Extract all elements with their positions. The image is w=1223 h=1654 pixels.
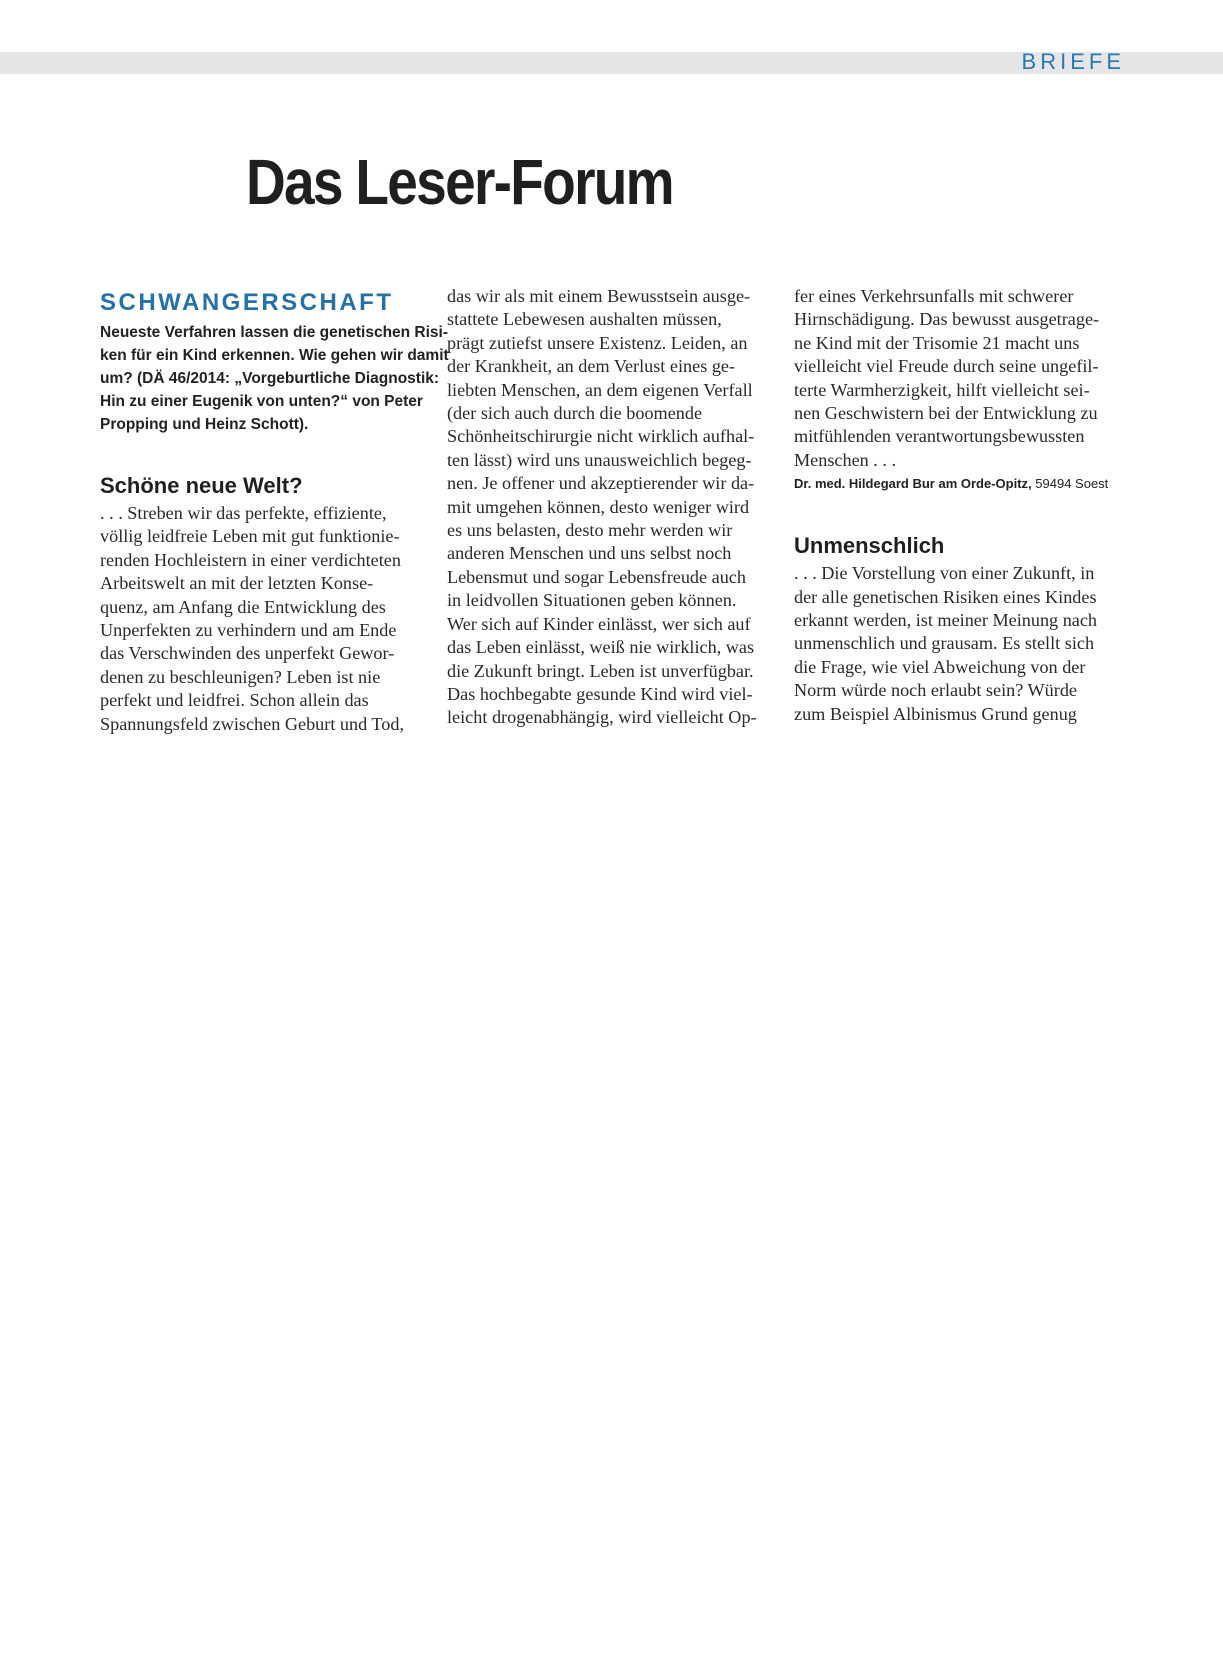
- body-line: völlig leidfreie Leben mit gut funktionie-: [100, 526, 400, 547]
- body-line: fer eines Verkehrsunfalls mit schwerer: [794, 286, 1074, 306]
- body-line: Spannungsfeld zwischen Geburt und Tod,: [100, 713, 404, 734]
- teaser-line: Neueste Verfahren lassen die genetischen Risi-: [100, 324, 449, 341]
- body-line: das Leben einlässt, weiß nie wirklich, was: [447, 637, 755, 658]
- letter-signature: [794, 474, 1129, 494]
- signature-location: 59494 Soest: [1035, 476, 1109, 492]
- body-line: Arbeitswelt an mit der letzten Konse-: [100, 573, 374, 594]
- topic-label: SCHWANGERSCHAFT: [100, 289, 394, 316]
- body-line: unmenschlich und grausam. Es stellt sich: [794, 633, 1095, 654]
- letter-body: [100, 502, 435, 736]
- body-line: das Verschwinden des unperfekt Gewor-: [100, 643, 395, 664]
- body-line: Schönheitschirurgie nicht wirklich aufhal-: [447, 426, 755, 447]
- body-line: prägt zutiefst unsere Existenz. Leiden, an: [447, 332, 748, 353]
- page-title: Das Leser-Forum: [246, 146, 673, 218]
- body-line: quenz, am Anfang die Entwicklung des: [100, 596, 386, 617]
- body-line: ten lässt) wird uns unausweichlich begeg-: [447, 449, 752, 470]
- body-line: Norm würde noch erlaubt sein? Würde: [794, 680, 1077, 701]
- body-line: es uns belasten, desto mehr werden wir: [447, 520, 733, 541]
- body-line: das wir als mit einem Bewusstsein ausge-: [447, 286, 751, 306]
- body-line: der alle genetischen Risiken eines Kindes: [794, 586, 1097, 607]
- section-label: BRIEFE: [1021, 49, 1125, 74]
- letter-body: [794, 562, 1129, 726]
- body-line: mitfühlenden verantwortungsbewussten: [794, 426, 1085, 447]
- body-line: perfekt und leidfrei. Schon allein das: [100, 690, 369, 711]
- teaser-line: Propping und Heinz Schott).: [100, 416, 309, 433]
- teaser-line: ken für ein Kind erkennen. Wie gehen wir damit: [100, 347, 449, 364]
- body-line: (der sich auch durch die boomende: [447, 403, 703, 424]
- body-line: stattete Lebewesen aushalten müssen,: [447, 309, 722, 330]
- letter-title: Schöne neue Welt?: [100, 473, 303, 498]
- body-line: renden Hochleistern in einer verdichteten: [100, 549, 401, 570]
- body-line: . . . Die Vorstellung von einer Zukunft, in: [794, 563, 1095, 584]
- body-line: mit umgehen können, desto weniger wird: [447, 496, 750, 517]
- body-line: Hirnschädigung. Das bewusst ausgetrage-: [794, 309, 1100, 330]
- column-1: [100, 288, 449, 736]
- letter-body: [447, 285, 782, 730]
- body-line: Menschen . . .: [794, 449, 897, 470]
- topic-teaser: [100, 321, 449, 436]
- column-3: [794, 288, 1129, 726]
- body-line: leicht drogenabhängig, wird vielleicht Op-: [447, 707, 757, 728]
- letter-body: [794, 285, 1129, 472]
- body-line: terte Warmherzigkeit, hilft vielleicht sei-: [794, 379, 1090, 400]
- body-line: nen Geschwistern bei der Entwicklung zu: [794, 403, 1098, 424]
- letter-title: Unmenschlich: [794, 533, 945, 559]
- body-line: Unperfekten zu verhindern und am Ende: [100, 620, 397, 641]
- body-line: liebten Menschen, an dem eigenen Verfall: [447, 379, 753, 400]
- body-line: . . . Streben wir das perfekte, effiziente,: [100, 503, 387, 523]
- body-line: ne Kind mit der Trisomie 21 macht uns: [794, 332, 1080, 353]
- column-2: [447, 288, 782, 730]
- body-line: die Frage, wie viel Abweichung von der: [794, 656, 1086, 677]
- body-line: nen. Je offener und akzeptierender wir da-: [447, 473, 755, 494]
- body-line: Lebensmut und sogar Lebensfreude auch: [447, 566, 746, 587]
- body-line: vielleicht viel Freude durch seine ungefil-: [794, 356, 1099, 377]
- body-line: die Zukunft bringt. Leben ist unverfügbar.: [447, 660, 754, 681]
- signature-author: Dr. med. Hildegard Bur am Orde-Opitz,: [794, 476, 1032, 492]
- body-line: Das hochbegabte gesunde Kind wird viel-: [447, 683, 753, 704]
- body-line: in leidvollen Situationen geben können.: [447, 590, 737, 611]
- body-line: zum Beispiel Albinismus Grund genug: [794, 703, 1077, 724]
- body-line: erkannt werden, ist meiner Meinung nach: [794, 610, 1098, 631]
- body-line: der Krankheit, an dem Verlust eines ge-: [447, 356, 736, 377]
- body-line: anderen Menschen und uns selbst noch: [447, 543, 732, 564]
- body-line: denen zu beschleunigen? Leben ist nie: [100, 666, 381, 687]
- teaser-line: Hin zu einer Eugenik von unten?“ von Peter: [100, 393, 423, 410]
- body-line: Wer sich auf Kinder einlässt, wer sich auf: [447, 613, 751, 634]
- teaser-line: um? (DÄ 46/2014: „Vorgeburtliche Diagnostik:: [100, 370, 440, 387]
